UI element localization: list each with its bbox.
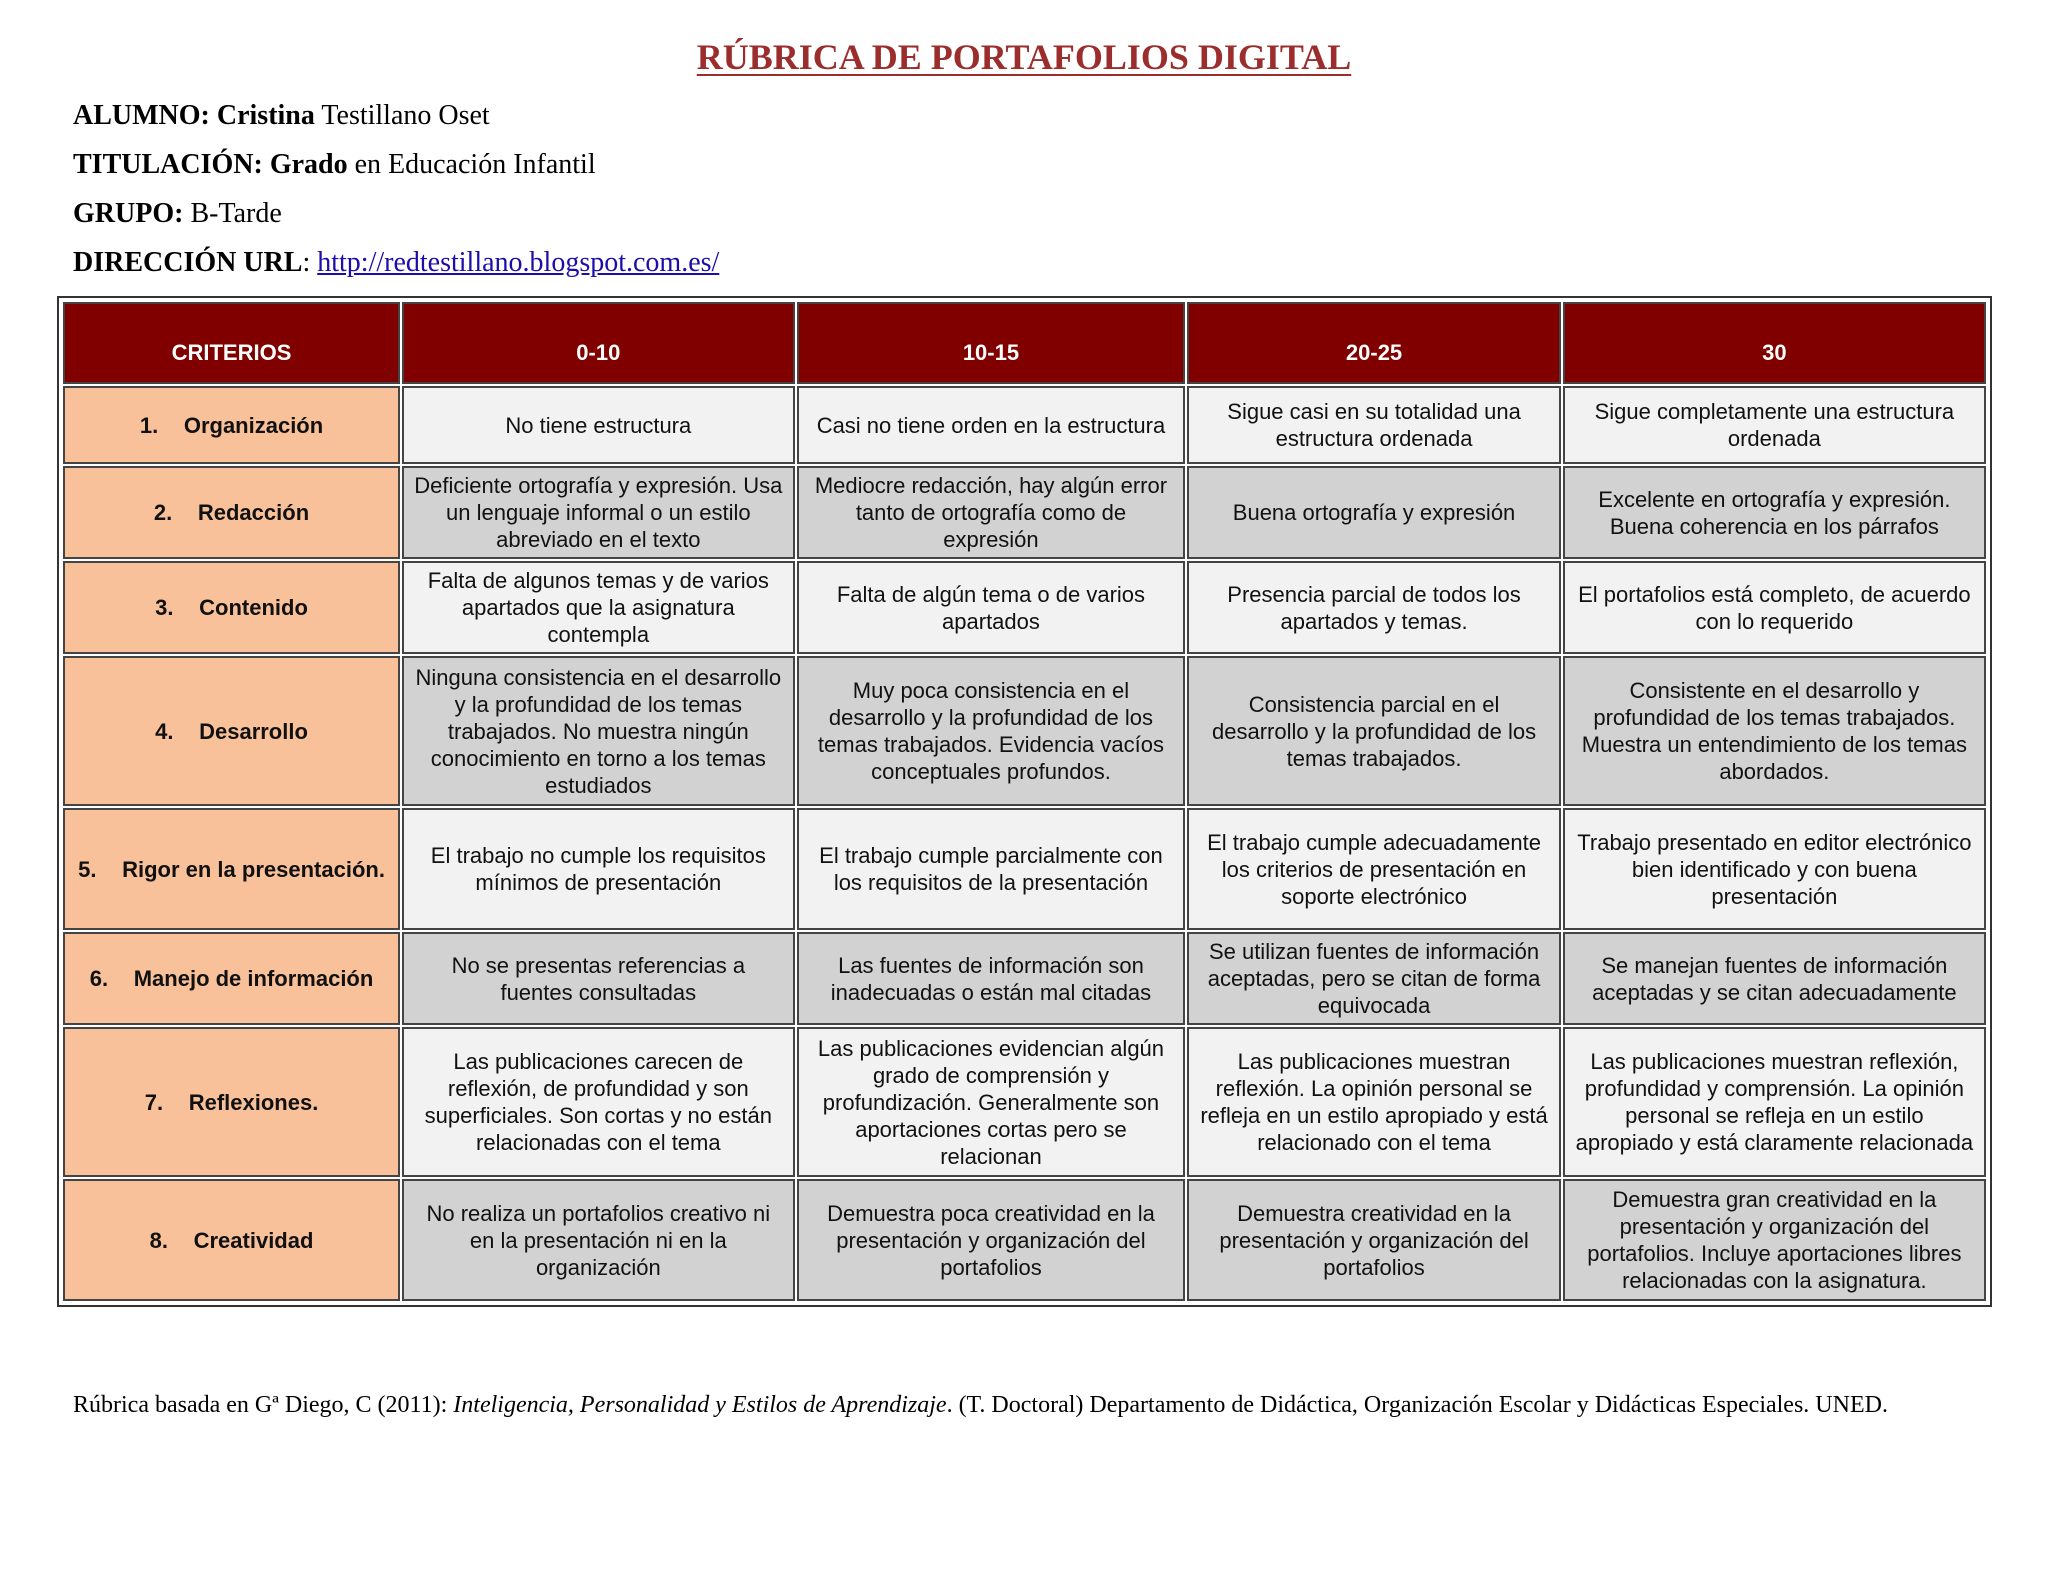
rubric-cell: Se utilizan fuentes de información aceptadas, pero se citan de forma equivocada bbox=[1187, 932, 1560, 1025]
rubric-cell: Consistente en el desarrollo y profundidad de los temas trabajados. Muestra un entendimiento de los temas abordados. bbox=[1563, 656, 1986, 806]
header-score-0-10: 0-10 bbox=[402, 302, 795, 384]
rubric-row-reflexiones bbox=[63, 1027, 1986, 1177]
rubric-cell: No se presentas referencias a fuentes consultadas bbox=[402, 932, 795, 1025]
rubric-cell: Las publicaciones muestran reflexión. La opinión personal se refleja en un estilo apropiado y está relacionado con el tema bbox=[1187, 1027, 1560, 1177]
rubric-row-contenido bbox=[63, 561, 1986, 654]
rubric-cell: Las publicaciones evidencian algún grado de comprensión y profundización. Generalmente son aportaciones cortas pero se relacionan bbox=[797, 1027, 1186, 1177]
criterion-number: 2. bbox=[153, 500, 173, 525]
criterion-cell bbox=[63, 561, 400, 654]
rubric-cell: Muy poca consistencia en el desarrollo y la profundidad de los temas trabajados. Evidencia vacíos conceptuales profundos. bbox=[797, 656, 1186, 806]
footnote-title: Inteligencia, Personalidad y Estilos de Aprendizaje bbox=[453, 1392, 947, 1418]
titulacion-value-rest: en Educación Infantil bbox=[347, 149, 596, 180]
source-footnote bbox=[73, 1392, 1888, 1419]
rubric-cell: Demuestra gran creatividad en la presentación y organización del portafolios. Incluye aportaciones libres relacionadas con la asignatura. bbox=[1563, 1179, 1986, 1301]
alumno-label: ALUMNO: bbox=[73, 100, 210, 131]
rubric-cell: Deficiente ortografía y expresión. Usa un lenguaje informal o un estilo abreviado en el texto bbox=[402, 466, 795, 559]
grupo-label: GRUPO: bbox=[73, 198, 184, 229]
rubric-header-row bbox=[63, 302, 1986, 384]
criterion-cell bbox=[63, 932, 400, 1025]
criterion-number: 1. bbox=[139, 412, 159, 438]
criterion-number: 8. bbox=[149, 1227, 168, 1253]
criterion-cell bbox=[63, 656, 400, 806]
criterion-cell bbox=[63, 1179, 400, 1301]
criterion-number: 3. bbox=[155, 595, 174, 620]
rubric-table-frame bbox=[57, 296, 1992, 1307]
header-score-30: 30 bbox=[1563, 302, 1986, 384]
url-separator: : bbox=[302, 247, 318, 278]
rubric-cell: Buena ortografía y expresión bbox=[1187, 466, 1560, 559]
grupo-value: B-Tarde bbox=[183, 198, 282, 229]
alumno-name-rest: Testillano Oset bbox=[314, 100, 490, 131]
rubric-cell: Falta de algún tema o de varios apartados bbox=[797, 561, 1186, 654]
rubric-cell: Las publicaciones carecen de reflexión, de profundidad y son superficiales. Son cortas y no están relacionadas con el tema bbox=[402, 1027, 795, 1177]
criterion-cell bbox=[63, 808, 400, 930]
alumno-name-bold: Cristina bbox=[216, 100, 315, 131]
rubric-row-desarrollo bbox=[63, 656, 1986, 806]
rubric-cell: El portafolios está completo, de acuerdo con lo requerido bbox=[1563, 561, 1986, 654]
criterion-number: 4. bbox=[155, 718, 174, 744]
rubric-row-rigor bbox=[63, 808, 1986, 930]
rubric-cell: Sigue completamente una estructura ordenada bbox=[1563, 386, 1986, 464]
rubric-cell: Demuestra creatividad en la presentación y organización del portafolios bbox=[1187, 1179, 1560, 1301]
rubric-cell: Trabajo presentado en editor electrónico bien identificado y con buena presentación bbox=[1563, 808, 1986, 930]
criterion-number: 6. bbox=[89, 966, 109, 991]
criterion-number: 7. bbox=[144, 1089, 164, 1115]
rubric-cell: Ninguna consistencia en el desarrollo y la profundidad de los temas trabajados. No muestra ningún conocimiento en torno a los temas estudiados bbox=[402, 656, 795, 806]
rubric-cell: Las publicaciones muestran reflexión, profundidad y comprensión. La opinión personal se refleja en un estilo apropiado y está claramente relacionada bbox=[1563, 1027, 1986, 1177]
url-line bbox=[73, 247, 719, 279]
criterion-label: Reflexiones. bbox=[188, 1089, 319, 1115]
rubric-cell: El trabajo cumple adecuadamente los criterios de presentación en soporte electrónico bbox=[1187, 808, 1560, 930]
rubric-cell: Falta de algunos temas y de varios apartados que la asignatura contempla bbox=[402, 561, 795, 654]
criterion-label: Contenido bbox=[199, 595, 308, 620]
rubric-cell: Consistencia parcial en el desarrollo y la profundidad de los temas trabajados. bbox=[1187, 656, 1560, 806]
rubric-cell: Demuestra poca creatividad en la presentación y organización del portafolios bbox=[797, 1179, 1186, 1301]
rubric-row-organizacion bbox=[63, 386, 1986, 464]
criterion-label: Redacción bbox=[197, 500, 310, 525]
rubric-cell: Se manejan fuentes de información aceptadas y se citan adecuadamente bbox=[1563, 932, 1986, 1025]
criterion-label: Rigor en la presentación. bbox=[122, 856, 385, 882]
rubric-cell: Casi no tiene orden en la estructura bbox=[797, 386, 1186, 464]
header-score-10-15: 10-15 bbox=[797, 302, 1186, 384]
rubric-row-manejo bbox=[63, 932, 1986, 1025]
url-link[interactable]: http://redtestillano.blogspot.com.es/ bbox=[317, 247, 720, 278]
criterion-label: Manejo de información bbox=[133, 966, 374, 991]
titulacion-line bbox=[73, 149, 596, 181]
footnote-prefix: Rúbrica basada en Gª Diego, C (2011): bbox=[73, 1392, 454, 1418]
grupo-line bbox=[73, 198, 282, 230]
criterion-label: Desarrollo bbox=[199, 718, 308, 744]
header-criterios: CRITERIOS bbox=[63, 302, 400, 384]
rubric-cell: El trabajo cumple parcialmente con los requisitos de la presentación bbox=[797, 808, 1186, 930]
titulacion-value-bold: Grado bbox=[269, 149, 348, 180]
criterion-label: Creatividad bbox=[193, 1227, 314, 1253]
rubric-table bbox=[61, 300, 1988, 1303]
url-label: DIRECCIÓN URL bbox=[73, 247, 303, 278]
criterion-cell bbox=[63, 386, 400, 464]
rubric-cell: Las fuentes de información son inadecuadas o están mal citadas bbox=[797, 932, 1186, 1025]
rubric-cell: Excelente en ortografía y expresión. Buena coherencia en los párrafos bbox=[1563, 466, 1986, 559]
criterion-label: Organización bbox=[183, 412, 324, 438]
rubric-cell: El trabajo no cumple los requisitos mínimos de presentación bbox=[402, 808, 795, 930]
criterion-number: 5. bbox=[78, 856, 97, 882]
alumno-line bbox=[73, 100, 490, 132]
rubric-row-redaccion bbox=[63, 466, 1986, 559]
rubric-cell: Mediocre redacción, hay algún error tanto de ortografía como de expresión bbox=[797, 466, 1186, 559]
header-score-20-25: 20-25 bbox=[1187, 302, 1560, 384]
titulacion-label: TITULACIÓN: bbox=[73, 149, 263, 180]
rubric-cell: Sigue casi en su totalidad una estructura ordenada bbox=[1187, 386, 1560, 464]
criterion-cell bbox=[63, 1027, 400, 1177]
rubric-cell: No realiza un portafolios creativo ni en la presentación ni en la organización bbox=[402, 1179, 795, 1301]
rubric-cell: No tiene estructura bbox=[402, 386, 795, 464]
document-title: RÚBRICA DE PORTAFOLIOS DIGITAL bbox=[696, 37, 1352, 77]
rubric-cell: Presencia parcial de todos los apartados y temas. bbox=[1187, 561, 1560, 654]
criterion-cell bbox=[63, 466, 400, 559]
footnote-suffix: . (T. Doctoral) Departamento de Didáctica, Organización Escolar y Didácticas Especiales. UNED. bbox=[946, 1392, 1888, 1418]
rubric-row-creatividad bbox=[63, 1179, 1986, 1301]
